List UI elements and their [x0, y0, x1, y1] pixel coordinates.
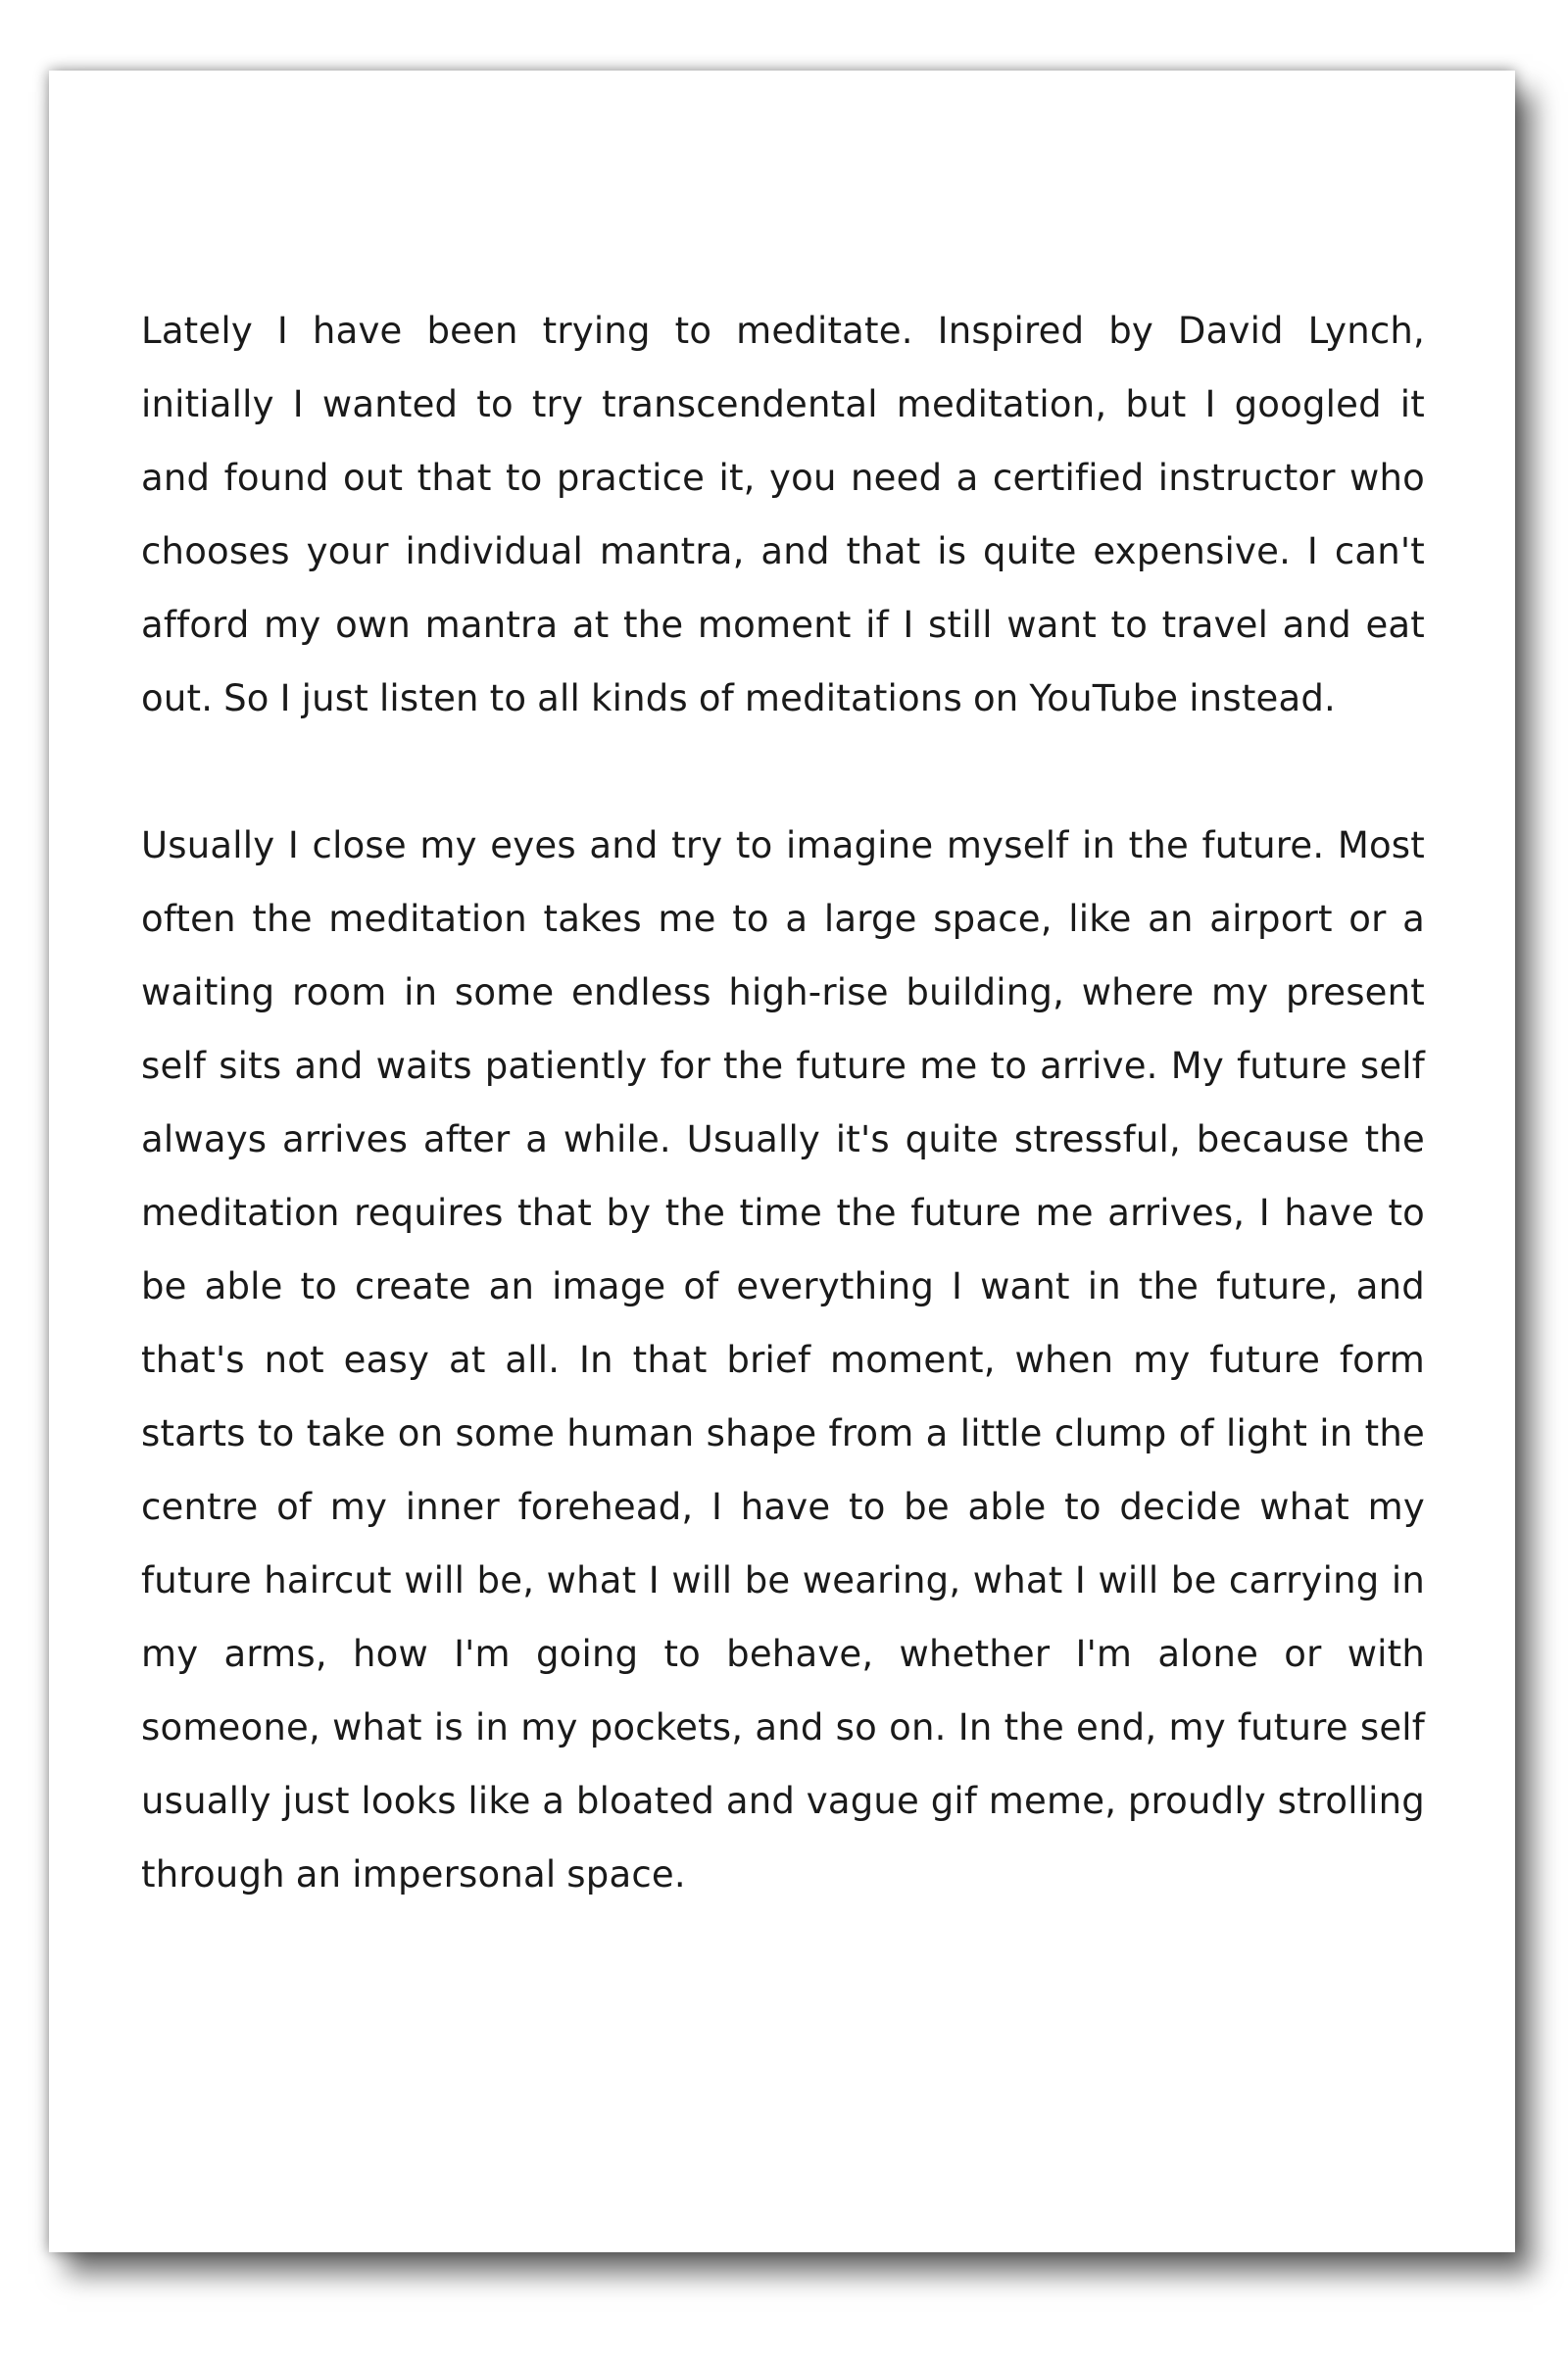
paragraph-1: Lately I have been trying to meditate. Inspired by David Lynch, initially I wanted to try transcendental meditation, but I googled it and found out that to practice it, you need a certified instructor who chooses your individual mantra, and that is quite expensive. I can't afford my own mantra at the moment if I still want to travel and eat out. So I just listen to all kinds of meditations on YouTube instead. [141, 310, 1425, 719]
body-text [141, 294, 1425, 1985]
document-page [49, 71, 1515, 2252]
paragraph-2: Usually I close my eyes and try to imagine myself in the future. Most often the meditation takes me to a large space, like an airport or a waiting room in some endless high-rise building, where my present self sits and waits patiently for the future me to arrive. My future self always arrives after a while. Usually it's quite stressful, because the meditation requires that by the time the future me arrives, I have to be able to create an image of everything I want in the future, and that's not easy at all. In that brief moment, when my future form starts to take on some human shape from a little clump of light in the centre of my inner forehead, I have to be able to decide what my future haircut will be, what I will be wearing, what I will be carrying in my arms, how I'm going to behave, whether I'm alone or with someone, what is in my pockets, and so on. In the end, my future self usually just looks like a bloated and vague gif meme, proudly strolling through an impersonal space. [141, 824, 1425, 1896]
